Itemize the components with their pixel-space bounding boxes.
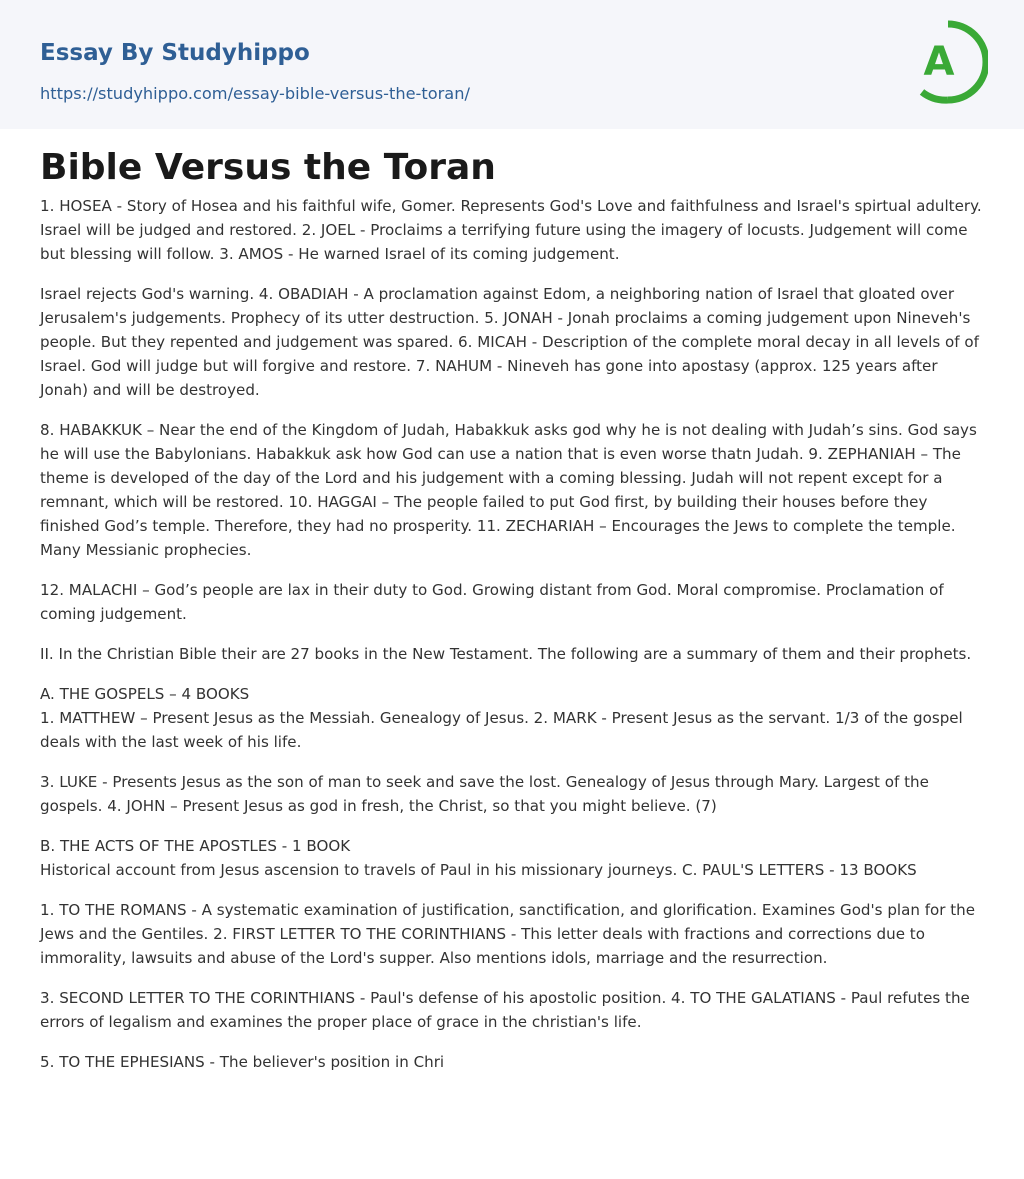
paragraph: 1. HOSEA - Story of Hosea and his faithful wife, Gomer. Represents God's Love and faithfulness and Israel's spirtual adultery. Israel will be judged and restored. 2. JOEL - Proclaims a terrifying future using the imagery of locusts. Judgement will come but blessing will follow. 3. AMOS - He warned Israel of its coming judgement. [40, 197, 982, 263]
paragraph: B. THE ACTS OF THE APOSTLES - 1 BOOK Historical account from Jesus ascension to travels of Paul in his missionary journeys. C. PAUL'S LETTERS - 13 BOOKS [40, 837, 917, 879]
brand-title: Essay By Studyhippo [40, 40, 310, 66]
paragraph: 1. TO THE ROMANS - A systematic examination of justification, sanctification, and glorification. Examines God's plan for the Jews and the Gentiles. 2. FIRST LETTER TO THE CORINTHIANS - This letter deals with fractions and corrections due to immorality, lawsuits and abuse of the Lord's supper. Also mentions idols, marriage and the resurrection. [40, 901, 976, 967]
paragraph: II. In the Christian Bible their are 27 books in the New Testament. The following are a summary of them and their prophets. [40, 645, 972, 663]
site-header [0, 0, 1024, 129]
paragraph: 5. TO THE EPHESIANS - The believer's position in Chri [40, 1053, 445, 1071]
logo-letter: A [923, 39, 955, 85]
paragraph: 12. MALACHI – God’s people are lax in their duty to God. Growing distant from God. Moral compromise. Proclamation of coming judgement. [40, 581, 944, 623]
paragraph: 3. SECOND LETTER TO THE CORINTHIANS - Paul's defense of his apostolic position. 4. TO THE GALATIANS - Paul refutes the errors of legalism and examines the proper place of grace in the christian's life. [40, 989, 970, 1031]
studyhippo-logo-icon[interactable] [910, 19, 988, 107]
paragraph: 8. HABAKKUK – Near the end of the Kingdom of Judah, Habakkuk asks god why he is not dealing with Judah’s sins. God says he will use the Babylonians. Habakkuk ask how God can use a nation that is even worse thatn Judah. 9. ZEPHANIAH – The theme is developed of the day of the Lord and his judgement with a coming blessing. Judah will not repent except for a remnant, which will be restored. 10. HAGGAI – The people failed to put God first, by building their houses before they finished God’s temple. Therefore, they had no prosperity. 11. ZECHARIAH – Encourages the Jews to complete the temple. Many Messianic prophecies. [40, 421, 977, 559]
source-url-link[interactable]: https://studyhippo.com/essay-bible-versus-the-toran/ [40, 84, 470, 103]
article [0, 129, 1024, 1074]
paragraph: A. THE GOSPELS – 4 BOOKS 1. MATTHEW – Present Jesus as the Messiah. Genealogy of Jesus. 2. MARK - Present Jesus as the servant. 1/3 of the gospel deals with the last week of his life. [40, 685, 963, 751]
page-title: Bible Versus the Toran [40, 147, 496, 188]
article-body [40, 194, 984, 1074]
paragraph: 3. LUKE - Presents Jesus as the son of man to seek and save the lost. Genealogy of Jesus through Mary. Largest of the gospels. 4. JOHN – Present Jesus as god in fresh, the Christ, so that you might believe. (7) [40, 773, 929, 815]
paragraph: Israel rejects God's warning. 4. OBADIAH - A proclamation against Edom, a neighboring nation of Israel that gloated over Jerusalem's judgements. Prophecy of its utter destruction. 5. JONAH - Jonah proclaims a coming judgement upon Nineveh's people. But they repented and judgement was spared. 6. MICAH - Description of the complete moral decay in all levels of of Israel. God will judge but will forgive and restore. 7. NAHUM - Nineveh has gone into apostasy (approx. 125 years after Jonah) and will be destroyed. [40, 285, 979, 399]
